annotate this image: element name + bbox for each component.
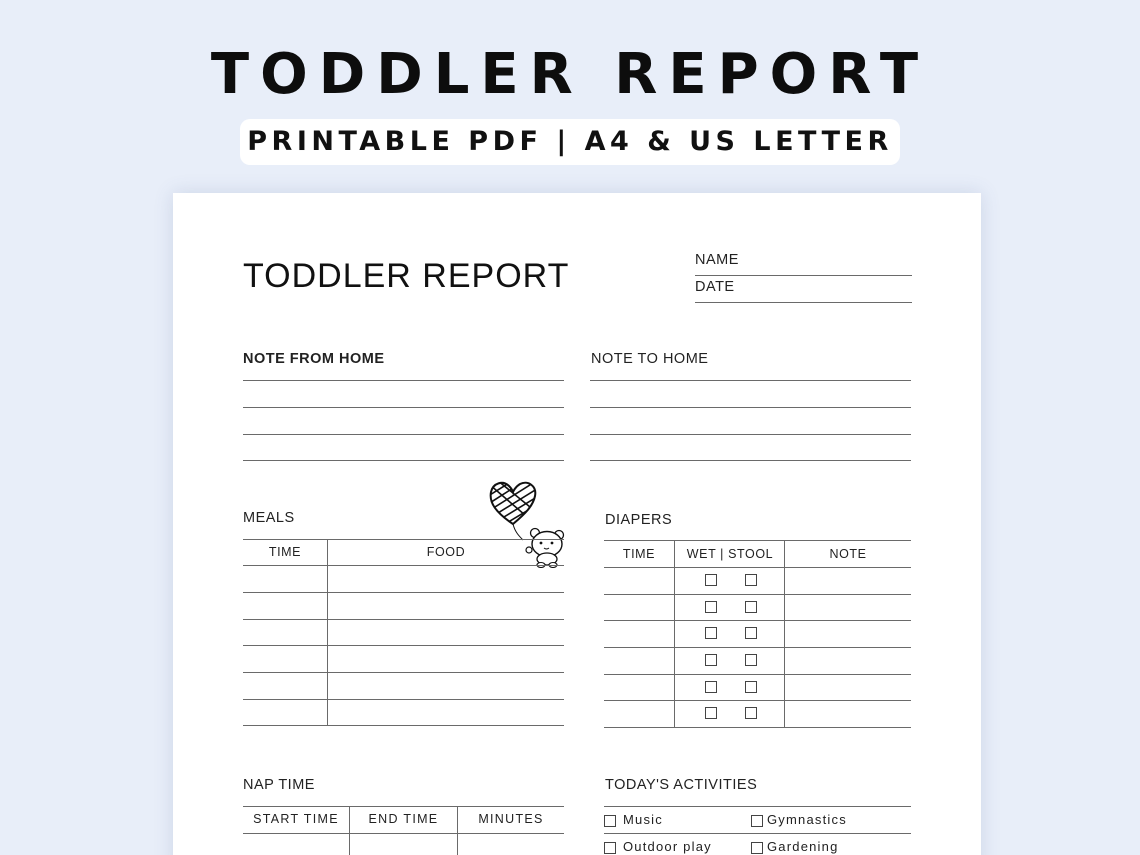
wet-checkbox[interactable] [705, 574, 717, 586]
table-rule [604, 806, 911, 807]
table-rule [243, 565, 564, 566]
table-row [243, 592, 564, 593]
table-row [604, 700, 911, 701]
diapers-col-time: TIME [622, 547, 656, 561]
stool-checkbox[interactable] [745, 627, 757, 639]
note-from-home-line [243, 434, 564, 435]
table-rule [243, 833, 564, 834]
wet-checkbox[interactable] [705, 654, 717, 666]
note-to-home-line [590, 434, 911, 435]
music-checkbox[interactable] [604, 815, 616, 827]
stool-checkbox[interactable] [745, 574, 757, 586]
table-rule [604, 567, 911, 568]
gardening-checkbox[interactable] [751, 842, 763, 854]
meals-col-food: FOOD [426, 545, 466, 559]
banner-title: TODDLER REPORT [210, 42, 930, 107]
gymnastics-checkbox[interactable] [751, 815, 763, 827]
document-title: TODDLER REPORT [243, 257, 570, 295]
wet-checkbox[interactable] [705, 601, 717, 613]
date-line [695, 302, 912, 303]
table-row [604, 620, 911, 621]
table-row [243, 672, 564, 673]
table-row [604, 647, 911, 648]
report-sheet [173, 193, 981, 855]
note-to-home-line [590, 407, 911, 408]
stool-checkbox[interactable] [745, 654, 757, 666]
note-from-home-line [243, 460, 564, 461]
stool-checkbox[interactable] [745, 601, 757, 613]
stool-checkbox[interactable] [745, 707, 757, 719]
nap-time-label: NAP TIME [243, 777, 315, 793]
table-divider [349, 806, 350, 855]
wet-checkbox[interactable] [705, 707, 717, 719]
diapers-label: DIAPERS [605, 512, 673, 528]
activity-outdoor-play: Outdoor play [623, 839, 712, 854]
diapers-col-wet-stool: WET | STOOL [686, 547, 774, 561]
name-label: NAME [695, 252, 739, 268]
nap-col-start: START TIME [253, 812, 339, 826]
table-divider [674, 540, 675, 727]
wet-checkbox[interactable] [705, 627, 717, 639]
table-rule [243, 806, 564, 807]
table-row [243, 725, 564, 726]
diapers-col-note: NOTE [829, 547, 867, 561]
activity-music: Music [623, 812, 663, 827]
note-from-home-line [243, 380, 564, 381]
activities-label: TODAY'S ACTIVITIES [605, 777, 758, 793]
banner-subtitle: PRINTABLE PDF | A4 & US LETTER [240, 119, 900, 165]
table-row [604, 594, 911, 595]
stool-checkbox[interactable] [745, 681, 757, 693]
note-from-home-line [243, 407, 564, 408]
table-row [243, 699, 564, 700]
nap-col-end: END TIME [368, 812, 439, 826]
table-rule [604, 833, 911, 834]
note-to-home-line [590, 460, 911, 461]
name-line [695, 275, 912, 276]
table-divider [784, 540, 785, 727]
note-to-home-line [590, 380, 911, 381]
table-rule [243, 539, 564, 540]
outdoor-play-checkbox[interactable] [604, 842, 616, 854]
note-from-home-label: NOTE FROM HOME [243, 351, 385, 367]
date-label: DATE [695, 279, 735, 295]
table-rule [604, 540, 911, 541]
activity-gardening: Gardening [767, 839, 839, 854]
table-row [604, 727, 911, 728]
table-row [243, 619, 564, 620]
table-row [243, 645, 564, 646]
note-to-home-label: NOTE TO HOME [591, 351, 709, 367]
wet-checkbox[interactable] [705, 681, 717, 693]
table-row [604, 674, 911, 675]
activity-gymnastics: Gymnastics [767, 812, 847, 827]
table-divider [457, 806, 458, 855]
nap-col-minutes: MINUTES [478, 812, 544, 826]
table-divider [327, 539, 328, 725]
meals-label: MEALS [243, 510, 295, 526]
meals-col-time: TIME [268, 545, 302, 559]
